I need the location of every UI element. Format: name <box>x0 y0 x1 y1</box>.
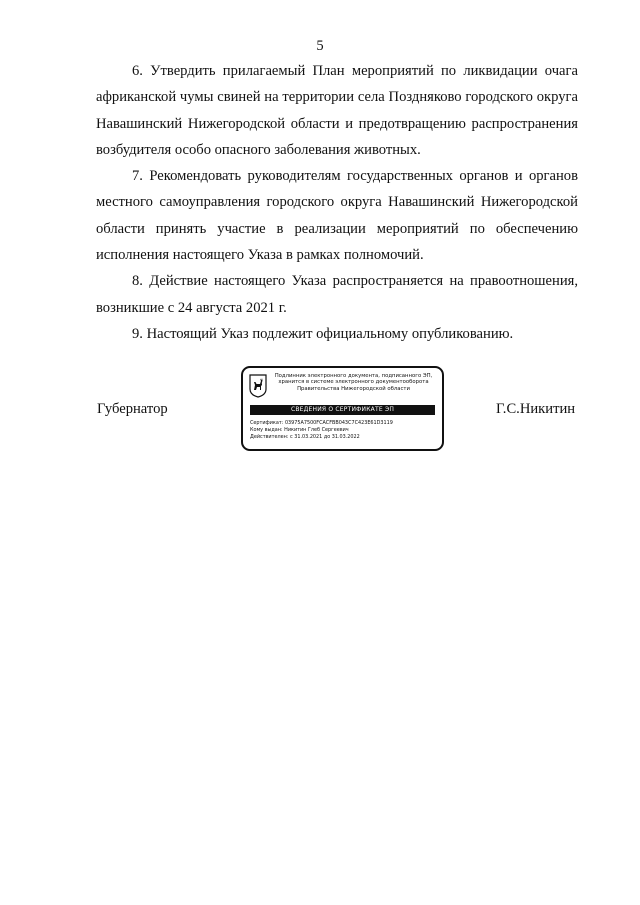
certificate-label: Сертификат: <box>250 420 284 426</box>
validity-value: с 31.03.2021 до 31.03.2022 <box>290 434 360 441</box>
stamp-header-line: Подлинник электронного документа, подписанного ЭП, <box>274 373 433 379</box>
stamp-details <box>250 420 436 442</box>
paragraph-8: 8. Действие настоящего Указа распространяется на правоотношения, возникшие с 24 августа 2021 г. <box>96 273 578 316</box>
electronic-signature-stamp <box>241 366 444 451</box>
certificate-value: 03975A7500FCACFBB043C7C423E61D3119 <box>284 420 393 426</box>
stamp-banner: СВЕДЕНИЯ О СЕРТИФИКАТЕ ЭП <box>250 405 435 415</box>
page-number: 5 <box>316 38 324 54</box>
paragraph-9: 9. Настоящий Указ подлежит официальному опубликованию. <box>132 325 514 342</box>
deer-emblem-icon <box>249 374 267 398</box>
document-body <box>96 58 578 347</box>
issued-to-value: Никитин Глеб Сергеевич <box>284 427 349 434</box>
stamp-header <box>271 373 436 392</box>
issued-to-label: Кому выдан: <box>250 427 283 434</box>
paragraph-7: 7. Рекомендовать руководителям государственных органов и органов местного самоуправления городского округа Навашинский Нижегородской области принять участие в реализации мероприятий по обеспечению исполнения настоящего Указа в рамках полномочий. <box>96 168 578 264</box>
stamp-header-line: Правительства Нижегородской области <box>297 385 410 392</box>
paragraph-6: 6. Утвердить прилагаемый План мероприятий по ликвидации очага африканской чумы свиней на территории села Поздняково городского округа Навашинский Нижегородской области и предотвращению распространения возбудителя особо опасного заболевания животных. <box>96 63 578 158</box>
signer-name: Г.С.Никитин <box>496 401 576 417</box>
signer-title: Губернатор <box>97 401 168 417</box>
validity-label: Действителен: <box>250 434 289 441</box>
certificate-row <box>250 420 436 427</box>
stamp-header-line: хранится в системе электронного документооборота <box>278 379 429 386</box>
validity-row <box>250 434 436 441</box>
